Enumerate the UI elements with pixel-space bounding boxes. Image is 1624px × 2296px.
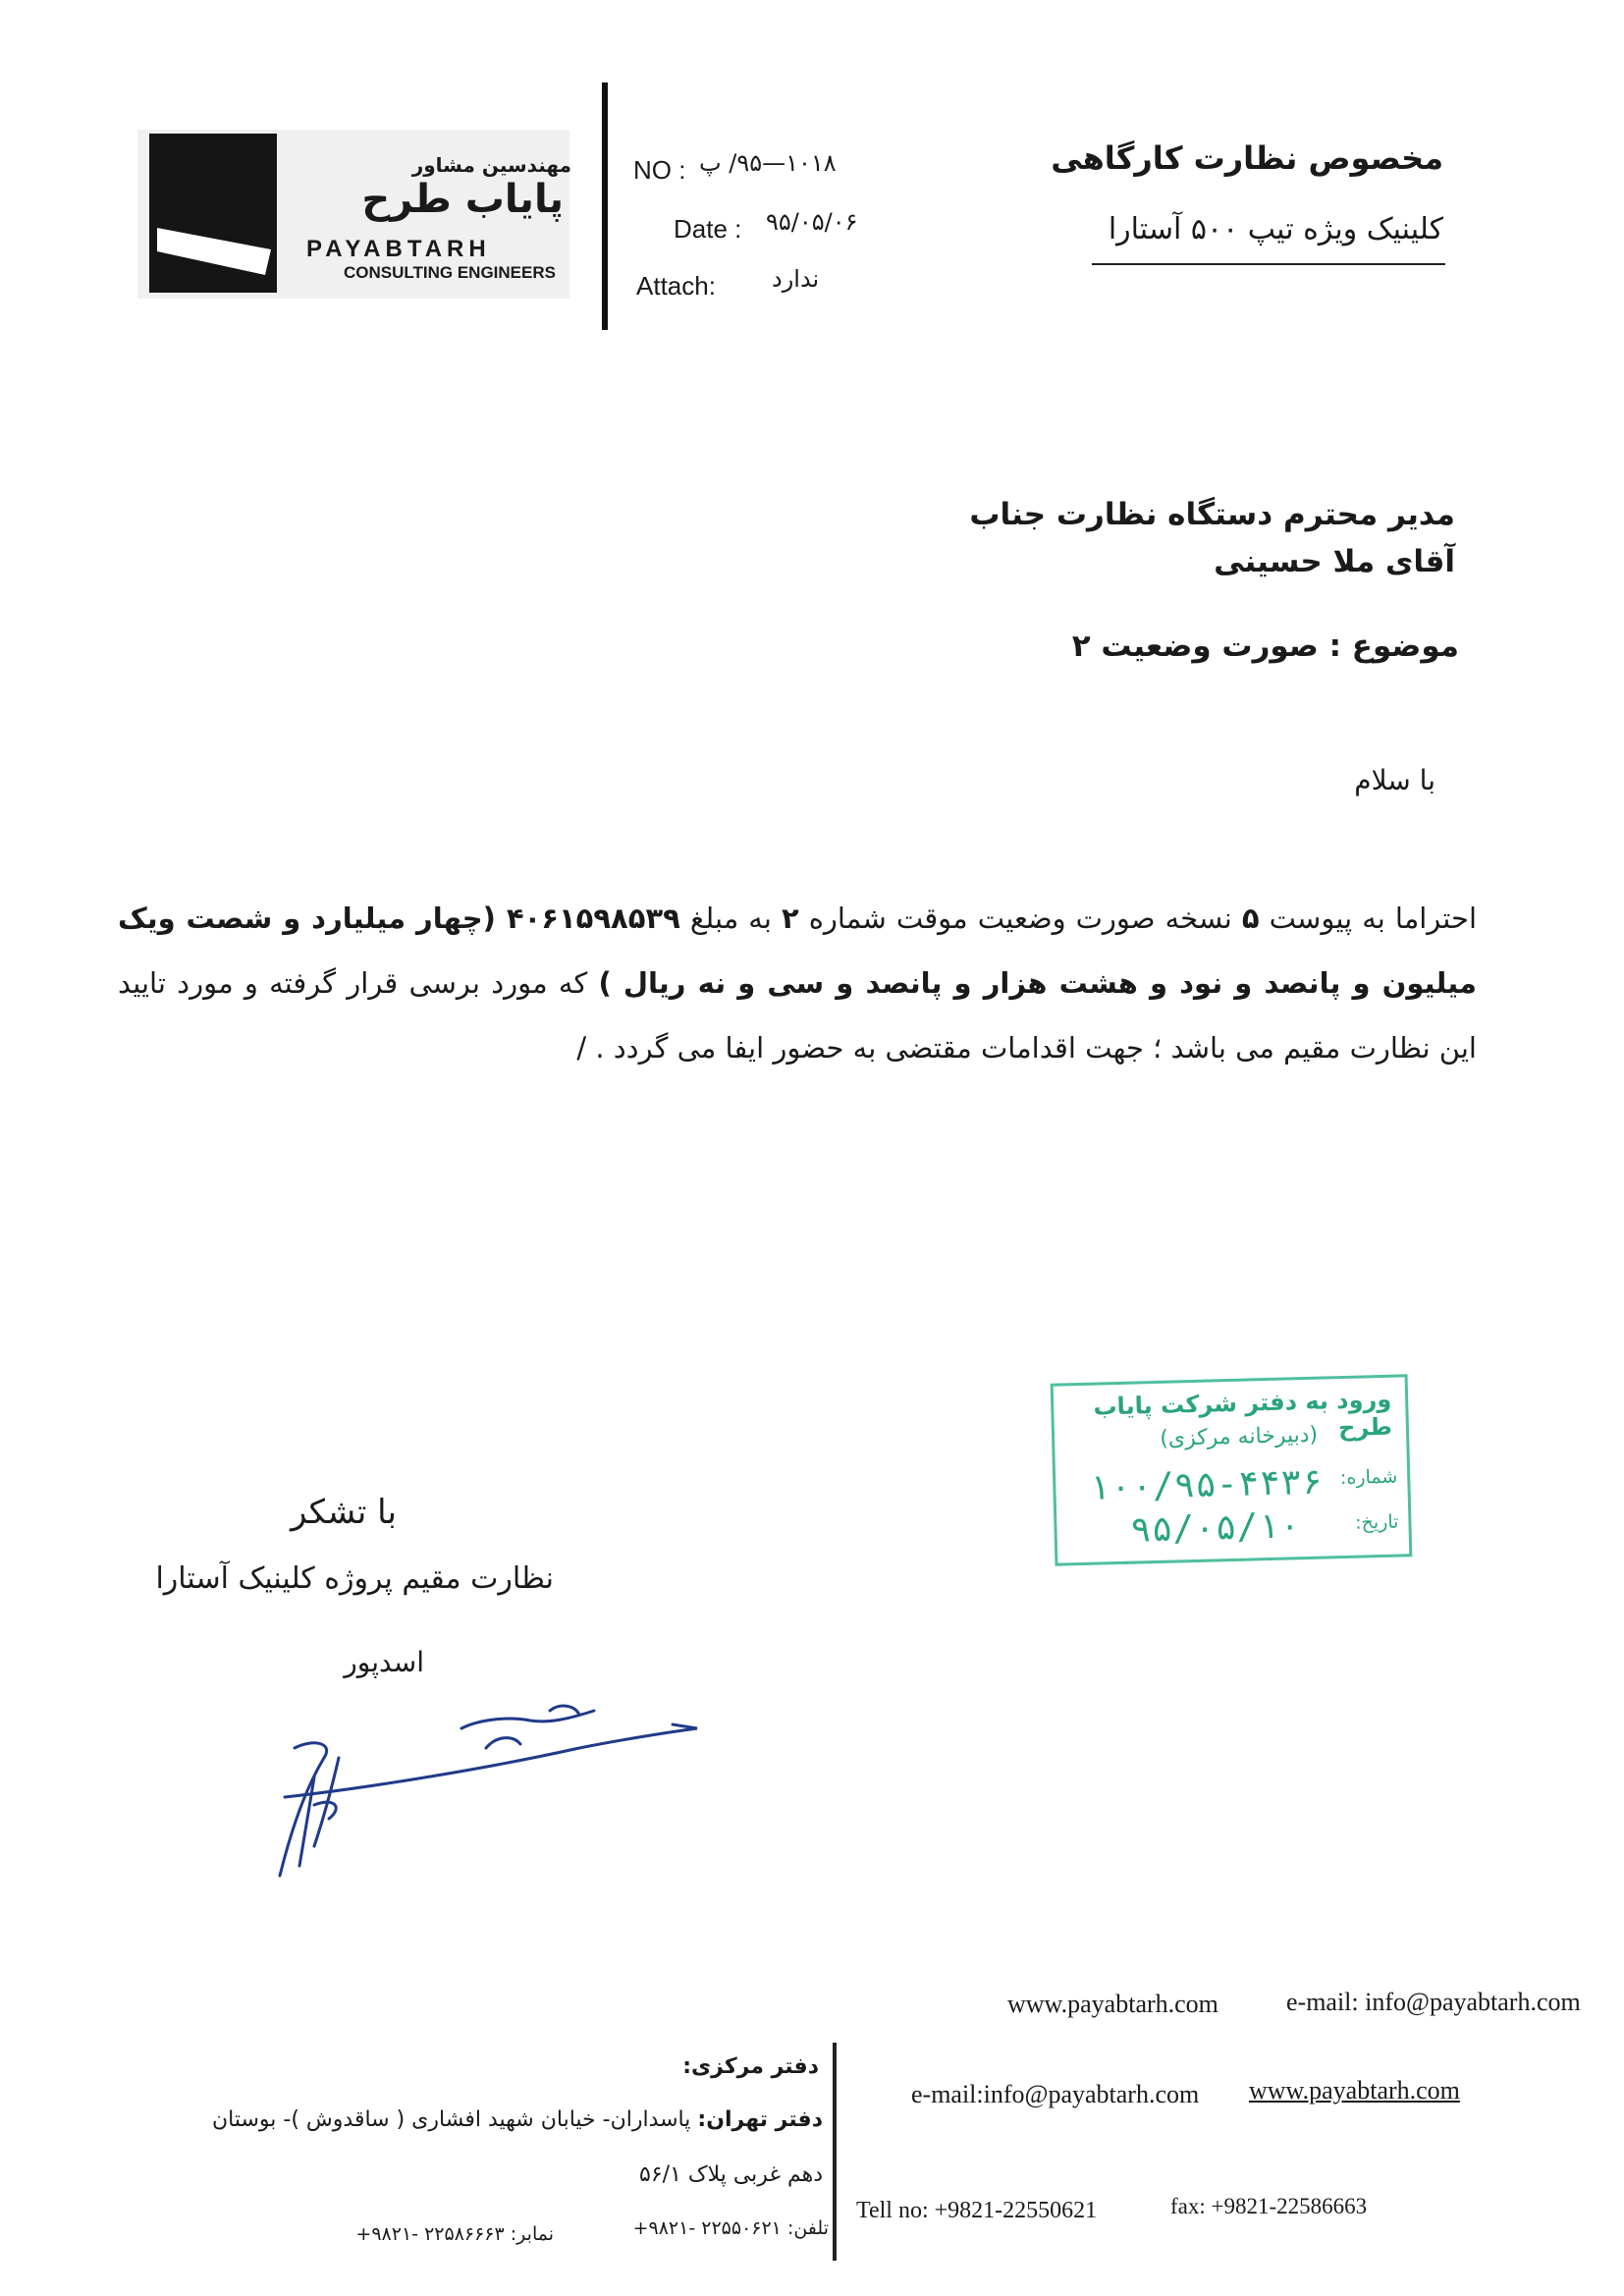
body-count: ۵ <box>1241 902 1260 935</box>
tel-number: Tell no: +9821-22550621 <box>856 2198 1098 2223</box>
office-addr-line-2: دهم غربی پلاک ۵۶/۱ <box>639 2162 823 2187</box>
attach-value: ندارد <box>772 265 820 293</box>
fax-fa-label: نمابر: <box>510 2223 554 2245</box>
body-part-3: به مبلغ <box>679 902 782 935</box>
stamp-date-label: تاریخ: <box>1354 1510 1399 1534</box>
logo-fa-subtitle: مهندسین مشاور <box>411 153 571 177</box>
closing: با تشکر <box>291 1493 397 1532</box>
signature-icon <box>255 1689 707 1886</box>
office-address-1 <box>212 2107 823 2132</box>
office-title: دفتر مرکزی: <box>682 2054 819 2079</box>
received-stamp <box>1051 1374 1413 1565</box>
header-project: کلینیک ویژه تیپ ۵۰۰ آستارا <box>1108 212 1443 246</box>
logo-en-name: PAYABTARH <box>306 236 491 262</box>
body-part-1: احتراما به پیوست <box>1259 902 1478 935</box>
header-title: مخصوص نظارت کارگاهی <box>1051 139 1443 177</box>
body-number: ۲ <box>781 902 799 935</box>
fax-fa <box>355 2223 554 2245</box>
letter-body <box>118 886 1477 1080</box>
header-divider <box>602 82 608 330</box>
subject: موضوع : صورت وضعیت ۲ <box>1071 629 1459 664</box>
attach-label: Attach: <box>636 271 716 301</box>
greeting: با سلام <box>1354 764 1435 796</box>
website-top[interactable]: www.payabtarh.com <box>1007 1990 1218 2018</box>
stamp-subtitle: (دبیرخانه مرکزی) <box>1159 1422 1319 1451</box>
recipient: مدیر محترم دستگاه نظارت جناب آقای ملا حسینی <box>969 497 1455 579</box>
body-amount: ۴۰۶۱۵۹۸۵۳۹ (چهار میلیارد و شصت ویک میلیون و پانصد و نود و هشت هزار و پانصد و سی و نه ریال ) <box>118 902 1477 1000</box>
department: نظارت مقیم پروژه کلینیک آستارا <box>155 1561 554 1596</box>
date-value: ۹۵/۰۵/۰۶ <box>766 208 858 236</box>
date-label: Date : <box>674 214 742 244</box>
fax-fa-value: ۲۲۵۸۶۶۶۳ -۹۸۲۱+ <box>355 2223 505 2245</box>
email-mid[interactable]: e-mail:info@payabtarh.com <box>911 2080 1200 2108</box>
body-part-4: که مورد برسی قرار گرفته و مورد تایید این نظارت مقیم می باشد ؛ جهت اقدامات مقتضی به حضور ایفا می گردد . / <box>118 966 1477 1065</box>
logo-en-subtitle: CONSULTING ENGINEERS <box>344 263 556 282</box>
stamp-date: ۹۵/۰۵/۱۰ <box>1129 1505 1302 1551</box>
fax-number: fax: +9821-22586663 <box>1170 2194 1368 2218</box>
office-addr-line-1: پاسداران- خیابان شهید افشاری ( ساقدوش )- بوستان <box>211 2107 691 2132</box>
stamp-title: ورود به دفتر شرکت پایاب طرح <box>1093 1385 1393 1443</box>
logo-mark <box>149 134 277 293</box>
stamp-number-label: شماره: <box>1339 1465 1398 1490</box>
phone-fa-label: تلفن: <box>786 2217 829 2239</box>
footer-divider <box>833 2043 837 2261</box>
no-label: NO : <box>633 155 686 185</box>
email-top[interactable]: e-mail: info@payabtarh.com <box>1286 1988 1581 2016</box>
phone-fa-value: ۲۲۵۵۰۶۲۱ -۹۸۲۱+ <box>632 2217 782 2239</box>
logo-fa-name: پایاب طرح <box>361 177 564 222</box>
logo-slash-icon <box>149 134 277 293</box>
signer-name: اسدپور <box>344 1646 424 1678</box>
header-underline <box>1092 263 1445 265</box>
no-value: ۱۰۱۸—۹۵/ پ <box>699 149 837 177</box>
office-label: دفتر تهران: <box>697 2107 823 2132</box>
website-mid[interactable]: www.payabtarh.com <box>1249 2076 1460 2105</box>
phone-fa <box>633 2217 829 2239</box>
body-part-2: نسخه صورت وضعیت موقت شماره <box>798 902 1242 935</box>
stamp-number: ۱۰۰/۹۵-۴۴۳۶ <box>1088 1461 1324 1508</box>
